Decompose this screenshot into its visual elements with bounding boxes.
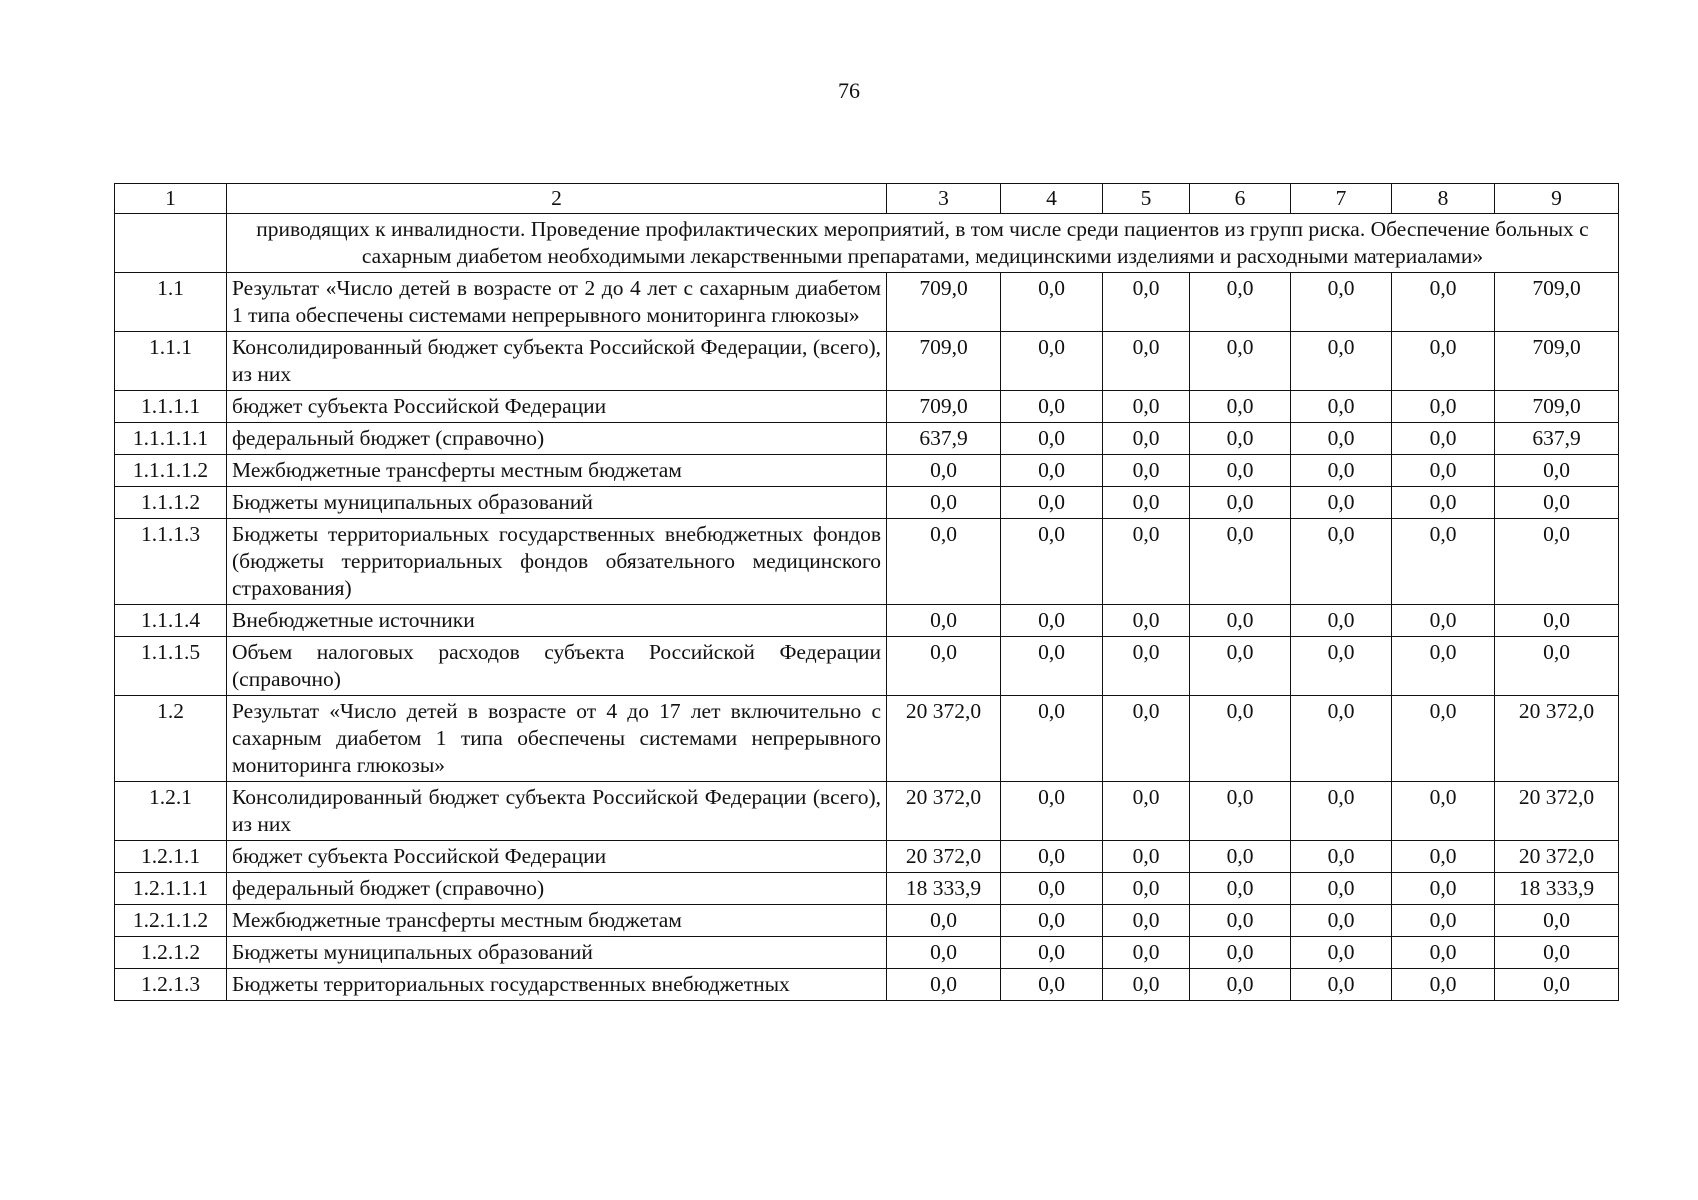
value-cell-col-5: 0,0 — [1103, 423, 1190, 455]
row-code-cell: 1.1.1.2 — [115, 487, 227, 519]
value-cell-col-4: 0,0 — [1001, 637, 1103, 696]
table-row — [115, 937, 1619, 969]
value-cell-col-8: 0,0 — [1392, 455, 1495, 487]
table-row — [115, 905, 1619, 937]
row-code-cell: 1.1.1.4 — [115, 605, 227, 637]
value-cell-col-8: 0,0 — [1392, 487, 1495, 519]
value-cell-col-8: 0,0 — [1392, 873, 1495, 905]
value-cell-col-8: 0,0 — [1392, 605, 1495, 637]
section-continuation-text: приводящих к инвалидности. Проведение профилактических мероприятий, в том числе среди пациентов из групп риска. Обеспечение больных с сахарным диабетом необходимыми лекарственными препаратами, медицинскими изделиями и расходными материалами» — [227, 214, 1619, 273]
value-cell-col-3: 0,0 — [887, 455, 1001, 487]
value-cell-col-9: 0,0 — [1495, 937, 1619, 969]
row-code-cell: 1.2.1.3 — [115, 969, 227, 1001]
header-cell: 7 — [1291, 184, 1392, 214]
page-number: 76 — [838, 78, 860, 103]
value-cell-col-9: 0,0 — [1495, 605, 1619, 637]
value-cell-col-8: 0,0 — [1392, 937, 1495, 969]
value-cell-col-7: 0,0 — [1291, 455, 1392, 487]
value-cell-col-8: 0,0 — [1392, 969, 1495, 1001]
value-cell-col-3: 637,9 — [887, 423, 1001, 455]
value-cell-col-3: 709,0 — [887, 332, 1001, 391]
value-cell-col-9: 0,0 — [1495, 455, 1619, 487]
row-code-cell: 1.1.1.5 — [115, 637, 227, 696]
row-description-cell: бюджет субъекта Российской Федерации — [227, 841, 887, 873]
row-description-cell: Результат «Число детей в возрасте от 2 до 4 лет с сахарным диабетом 1 типа обеспечены системами непрерывного мониторинга глюкозы» — [227, 273, 887, 332]
value-cell-col-6: 0,0 — [1190, 455, 1291, 487]
value-cell-col-6: 0,0 — [1190, 605, 1291, 637]
value-cell-col-9: 0,0 — [1495, 969, 1619, 1001]
value-cell-col-9: 709,0 — [1495, 273, 1619, 332]
value-cell-col-6: 0,0 — [1190, 637, 1291, 696]
table-row — [115, 696, 1619, 782]
header-row — [115, 184, 1619, 214]
value-cell-col-4: 0,0 — [1001, 696, 1103, 782]
row-code-cell: 1.1 — [115, 273, 227, 332]
value-cell-col-6: 0,0 — [1190, 969, 1291, 1001]
value-cell-col-3: 0,0 — [887, 519, 1001, 605]
table-row — [115, 391, 1619, 423]
value-cell-col-5: 0,0 — [1103, 873, 1190, 905]
value-cell-col-4: 0,0 — [1001, 873, 1103, 905]
value-cell-col-9: 20 372,0 — [1495, 782, 1619, 841]
table-row — [115, 605, 1619, 637]
value-cell-col-4: 0,0 — [1001, 423, 1103, 455]
value-cell-col-4: 0,0 — [1001, 455, 1103, 487]
value-cell-col-6: 0,0 — [1190, 487, 1291, 519]
value-cell-col-7: 0,0 — [1291, 519, 1392, 605]
row-description-cell: федеральный бюджет (справочно) — [227, 873, 887, 905]
row-description-cell: Бюджеты территориальных государственных внебюджетных фондов (бюджеты территориальных фондов обязательного медицинского страхования) — [227, 519, 887, 605]
table-row — [115, 455, 1619, 487]
value-cell-col-4: 0,0 — [1001, 969, 1103, 1001]
table-row — [115, 637, 1619, 696]
header-cell: 5 — [1103, 184, 1190, 214]
value-cell-col-7: 0,0 — [1291, 273, 1392, 332]
table-row — [115, 782, 1619, 841]
value-cell-col-5: 0,0 — [1103, 937, 1190, 969]
value-cell-col-7: 0,0 — [1291, 782, 1392, 841]
value-cell-col-7: 0,0 — [1291, 841, 1392, 873]
value-cell-col-8: 0,0 — [1392, 391, 1495, 423]
value-cell-col-7: 0,0 — [1291, 423, 1392, 455]
table-body — [115, 184, 1619, 1001]
row-description-cell: Бюджеты муниципальных образований — [227, 937, 887, 969]
value-cell-col-3: 709,0 — [887, 391, 1001, 423]
table-row — [115, 273, 1619, 332]
value-cell-col-3: 0,0 — [887, 937, 1001, 969]
value-cell-col-8: 0,0 — [1392, 905, 1495, 937]
row-code-cell: 1.1.1.1.2 — [115, 455, 227, 487]
value-cell-col-9: 709,0 — [1495, 391, 1619, 423]
value-cell-col-4: 0,0 — [1001, 487, 1103, 519]
value-cell-col-8: 0,0 — [1392, 696, 1495, 782]
value-cell-col-4: 0,0 — [1001, 332, 1103, 391]
row-code-cell: 1.1.1.1.1 — [115, 423, 227, 455]
value-cell-col-8: 0,0 — [1392, 637, 1495, 696]
value-cell-col-3: 0,0 — [887, 605, 1001, 637]
row-description-cell: Результат «Число детей в возрасте от 4 до 17 лет включительно с сахарным диабетом 1 типа обеспечены системами непрерывного мониторинга глюкозы» — [227, 696, 887, 782]
value-cell-col-5: 0,0 — [1103, 637, 1190, 696]
value-cell-col-5: 0,0 — [1103, 332, 1190, 391]
value-cell-col-5: 0,0 — [1103, 391, 1190, 423]
value-cell-col-9: 20 372,0 — [1495, 696, 1619, 782]
value-cell-col-9: 709,0 — [1495, 332, 1619, 391]
value-cell-col-3: 20 372,0 — [887, 696, 1001, 782]
value-cell-col-6: 0,0 — [1190, 696, 1291, 782]
value-cell-col-3: 0,0 — [887, 905, 1001, 937]
value-cell-col-8: 0,0 — [1392, 273, 1495, 332]
header-cell: 2 — [227, 184, 887, 214]
value-cell-col-8: 0,0 — [1392, 841, 1495, 873]
value-cell-col-5: 0,0 — [1103, 782, 1190, 841]
table-row — [115, 841, 1619, 873]
row-description-cell: Межбюджетные трансферты местным бюджетам — [227, 905, 887, 937]
empty-code-cell — [115, 214, 227, 273]
row-description-cell: Межбюджетные трансферты местным бюджетам — [227, 455, 887, 487]
value-cell-col-3: 18 333,9 — [887, 873, 1001, 905]
value-cell-col-4: 0,0 — [1001, 605, 1103, 637]
row-description-cell: Бюджеты территориальных государственных внебюджетных — [227, 969, 887, 1001]
value-cell-col-6: 0,0 — [1190, 841, 1291, 873]
value-cell-col-5: 0,0 — [1103, 905, 1190, 937]
value-cell-col-7: 0,0 — [1291, 905, 1392, 937]
value-cell-col-9: 0,0 — [1495, 519, 1619, 605]
value-cell-col-4: 0,0 — [1001, 905, 1103, 937]
continuation-row — [115, 214, 1619, 273]
value-cell-col-9: 20 372,0 — [1495, 841, 1619, 873]
header-cell: 8 — [1392, 184, 1495, 214]
value-cell-col-9: 0,0 — [1495, 637, 1619, 696]
header-cell: 6 — [1190, 184, 1291, 214]
value-cell-col-7: 0,0 — [1291, 937, 1392, 969]
value-cell-col-6: 0,0 — [1190, 332, 1291, 391]
row-code-cell: 1.2.1.1.2 — [115, 905, 227, 937]
row-description-cell: Объем налоговых расходов субъекта Российской Федерации (справочно) — [227, 637, 887, 696]
value-cell-col-4: 0,0 — [1001, 519, 1103, 605]
value-cell-col-3: 20 372,0 — [887, 841, 1001, 873]
value-cell-col-4: 0,0 — [1001, 937, 1103, 969]
value-cell-col-6: 0,0 — [1190, 873, 1291, 905]
budget-table — [114, 183, 1619, 1001]
value-cell-col-9: 637,9 — [1495, 423, 1619, 455]
value-cell-col-6: 0,0 — [1190, 937, 1291, 969]
value-cell-col-6: 0,0 — [1190, 782, 1291, 841]
value-cell-col-8: 0,0 — [1392, 519, 1495, 605]
table-row — [115, 332, 1619, 391]
value-cell-col-5: 0,0 — [1103, 696, 1190, 782]
value-cell-col-5: 0,0 — [1103, 273, 1190, 332]
value-cell-col-7: 0,0 — [1291, 873, 1392, 905]
row-code-cell: 1.2.1.2 — [115, 937, 227, 969]
table-row — [115, 423, 1619, 455]
row-description-cell: федеральный бюджет (справочно) — [227, 423, 887, 455]
value-cell-col-5: 0,0 — [1103, 605, 1190, 637]
value-cell-col-4: 0,0 — [1001, 841, 1103, 873]
value-cell-col-5: 0,0 — [1103, 487, 1190, 519]
table-row — [115, 519, 1619, 605]
value-cell-col-3: 20 372,0 — [887, 782, 1001, 841]
row-code-cell: 1.1.1 — [115, 332, 227, 391]
value-cell-col-3: 0,0 — [887, 969, 1001, 1001]
value-cell-col-5: 0,0 — [1103, 455, 1190, 487]
value-cell-col-6: 0,0 — [1190, 519, 1291, 605]
row-code-cell: 1.1.1.1 — [115, 391, 227, 423]
value-cell-col-4: 0,0 — [1001, 391, 1103, 423]
header-cell: 3 — [887, 184, 1001, 214]
value-cell-col-6: 0,0 — [1190, 905, 1291, 937]
value-cell-col-6: 0,0 — [1190, 423, 1291, 455]
value-cell-col-7: 0,0 — [1291, 332, 1392, 391]
value-cell-col-3: 0,0 — [887, 487, 1001, 519]
row-code-cell: 1.2 — [115, 696, 227, 782]
value-cell-col-6: 0,0 — [1190, 391, 1291, 423]
value-cell-col-4: 0,0 — [1001, 782, 1103, 841]
value-cell-col-7: 0,0 — [1291, 605, 1392, 637]
value-cell-col-7: 0,0 — [1291, 637, 1392, 696]
value-cell-col-8: 0,0 — [1392, 782, 1495, 841]
value-cell-col-4: 0,0 — [1001, 273, 1103, 332]
row-code-cell: 1.2.1.1.1 — [115, 873, 227, 905]
value-cell-col-9: 0,0 — [1495, 905, 1619, 937]
value-cell-col-3: 709,0 — [887, 273, 1001, 332]
value-cell-col-5: 0,0 — [1103, 841, 1190, 873]
value-cell-col-5: 0,0 — [1103, 969, 1190, 1001]
value-cell-col-5: 0,0 — [1103, 519, 1190, 605]
table-row — [115, 487, 1619, 519]
value-cell-col-9: 0,0 — [1495, 487, 1619, 519]
table-row — [115, 873, 1619, 905]
value-cell-col-3: 0,0 — [887, 637, 1001, 696]
value-cell-col-7: 0,0 — [1291, 696, 1392, 782]
value-cell-col-7: 0,0 — [1291, 391, 1392, 423]
value-cell-col-8: 0,0 — [1392, 423, 1495, 455]
row-code-cell: 1.2.1 — [115, 782, 227, 841]
row-code-cell: 1.2.1.1 — [115, 841, 227, 873]
row-description-cell: бюджет субъекта Российской Федерации — [227, 391, 887, 423]
row-description-cell: Консолидированный бюджет субъекта Российской Федерации, (всего), из них — [227, 332, 887, 391]
table-row — [115, 969, 1619, 1001]
value-cell-col-6: 0,0 — [1190, 273, 1291, 332]
value-cell-col-8: 0,0 — [1392, 332, 1495, 391]
value-cell-col-7: 0,0 — [1291, 969, 1392, 1001]
value-cell-col-9: 18 333,9 — [1495, 873, 1619, 905]
header-cell: 4 — [1001, 184, 1103, 214]
value-cell-col-7: 0,0 — [1291, 487, 1392, 519]
row-description-cell: Внебюджетные источники — [227, 605, 887, 637]
row-description-cell: Бюджеты муниципальных образований — [227, 487, 887, 519]
row-code-cell: 1.1.1.3 — [115, 519, 227, 605]
row-description-cell: Консолидированный бюджет субъекта Российской Федерации (всего), из них — [227, 782, 887, 841]
header-cell: 9 — [1495, 184, 1619, 214]
header-cell: 1 — [115, 184, 227, 214]
